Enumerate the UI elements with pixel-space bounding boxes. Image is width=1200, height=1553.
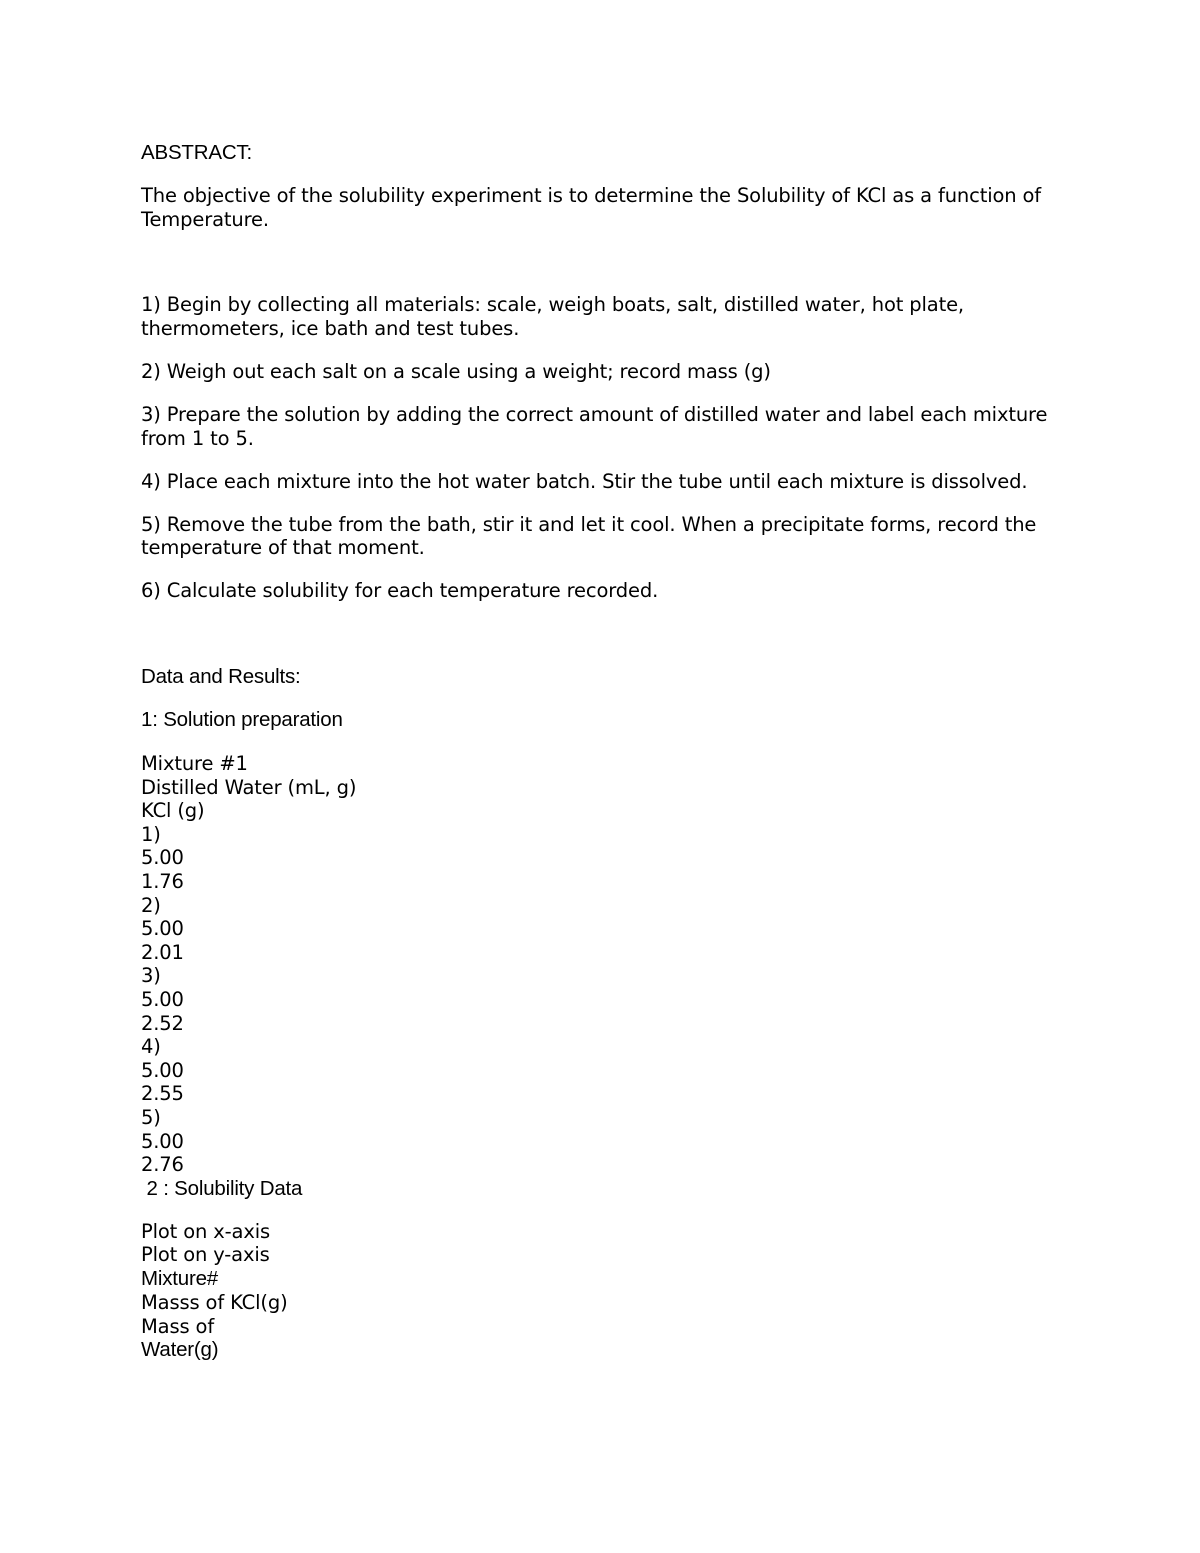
table-cell: 1.76 (141, 870, 184, 893)
procedure-step-2: 2) Weigh out each salt on a scale using a weight; record mass (g) (141, 359, 771, 383)
table-cell: 2.76 (141, 1153, 184, 1177)
data-results-heading: Data and Results: (141, 665, 301, 689)
table-cell: 5) (141, 1105, 161, 1129)
table-cell: 2.55 (141, 1082, 184, 1106)
procedure-step-6: 6) Calculate solubility for each temperature recorded. (141, 579, 659, 603)
table-cell: Plot on x-axis (141, 1219, 270, 1243)
table-cell: 1) (141, 822, 161, 846)
procedure-step-1: 1) Begin by collecting all materials: scale, weigh boats, salt, distilled water, hot plate, thermometers, ice bath and test tubes. (141, 293, 964, 340)
abstract-heading: ABSTRACT: (141, 141, 252, 164)
table-cell: 5.00 (141, 846, 184, 870)
table-cell: 5.00 (141, 917, 184, 941)
table-cell: 5.00 (141, 987, 184, 1011)
table-cell: 2.01 (141, 940, 184, 964)
table-cell: KCl (g) (141, 799, 205, 823)
table-cell: Distilled Water (mL, g) (141, 775, 357, 799)
table-cell: Mixture# (141, 1266, 219, 1290)
table-cell: 5.00 (141, 1129, 184, 1153)
table-cell: 3) (141, 964, 161, 988)
abstract-objective: The objective of the solubility experiment is to determine the Solubility of KCl as a function of Temperature. (141, 184, 1041, 231)
table-cell: 5.00 (141, 1058, 184, 1082)
solution-preparation-heading: 1: Solution preparation (141, 708, 343, 732)
table-cell: Plot on y-axis (141, 1243, 270, 1267)
table-cell: 2) (141, 893, 161, 917)
table-cell: Mixture #1 (141, 752, 248, 776)
table-cell: 2.52 (141, 1011, 184, 1035)
table-cell: Water(g) (141, 1338, 219, 1362)
table-cell: Mass of (141, 1314, 215, 1338)
solution-preparation-table (141, 752, 1061, 1177)
document-content (141, 141, 1061, 1362)
table-cell: Masss of KCl(g) (141, 1290, 288, 1314)
procedure-step-4: 4) Place each mixture into the hot water batch. Stir the tube until each mixture is dissolved. (141, 469, 1028, 493)
solubility-data-heading: 2 : Solubility Data (141, 1176, 303, 1200)
procedure-step-5: 5) Remove the tube from the bath, stir it and let it cool. When a precipitate forms, record the temperature of that moment. (141, 512, 1037, 560)
table-cell: 4) (141, 1035, 161, 1059)
solubility-data-table (141, 1220, 1061, 1362)
procedure-step-3: 3) Prepare the solution by adding the correct amount of distilled water and label each mixture from 1 to 5. (141, 402, 1048, 450)
